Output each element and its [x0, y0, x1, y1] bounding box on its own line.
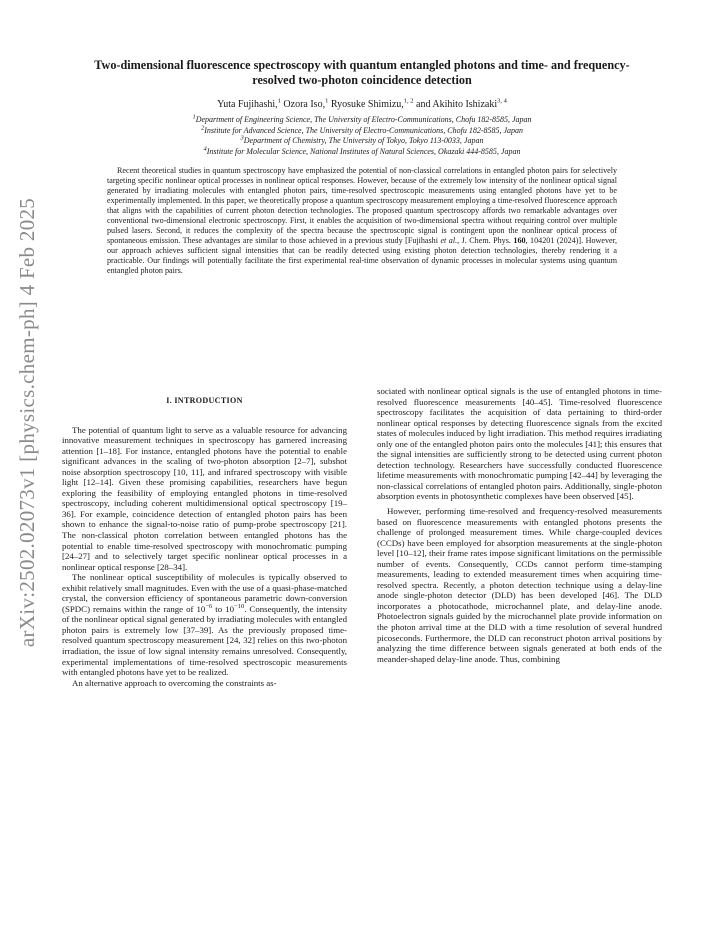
- affiliation-line: [62, 115, 662, 126]
- affiliation-number: 3: [240, 134, 244, 142]
- paragraph: An alternative approach to overcoming the constraints as-: [72, 677, 277, 688]
- author-affiliation-mark: 1: [325, 97, 329, 105]
- body-columns: [62, 386, 662, 688]
- affiliation-line: [62, 123, 662, 137]
- affiliation-number: 1: [192, 113, 196, 121]
- affiliation-list: [62, 115, 662, 157]
- author-list: [62, 98, 662, 111]
- section-heading-introduction: I. INTRODUCTION: [166, 396, 243, 405]
- author-affiliation-mark: 1, 2: [403, 97, 414, 105]
- right-column: [377, 386, 662, 688]
- affiliation-text: Institute for Advanced Science, The University of Electro-Communications, Chofu 182-8585, Japan: [204, 125, 524, 135]
- author-name: Yuta Fujihashi,: [217, 99, 278, 110]
- author-affiliation-mark: 1: [277, 97, 281, 105]
- affiliation-line: [62, 144, 662, 158]
- affiliation-number: 2: [200, 123, 205, 131]
- author-name: Ozora Iso,: [283, 99, 326, 110]
- author-affiliation-mark: 3, 4: [497, 97, 507, 105]
- author-name: Ryosuke Shimizu,: [330, 99, 404, 110]
- affiliation-line: [62, 136, 662, 147]
- arxiv-identifier-stamp: [10, 186, 46, 658]
- paragraph-continued: sociated with nonlinear optical signals is the use of entangled photons in time-resolved fluorescence measurements [40–45]. Time-resolved fluorescence spectroscopy facilitates the acquisition of data pertaining to third-order nonlinear optical responses by detecting fluorescence signals from the excited states of molecules induced by light irradiation. This method requires irradiating only one of the entangled photon pairs onto the molecules [41]; this ensures that the signal intensities are sufficiently strong to be detected using current photon detection technology. Researchers have successfully conducted fluorescence lifetime measurements with monochromatic pumping [42–44] by leveraging the non-classical correlations of entangled photon pairs. Additionally, single-photon absorption events in photosynthetic complexes have been observed [45].: [377, 386, 662, 502]
- abstract-volume: 160: [513, 236, 526, 246]
- paragraph-text: The nonlinear optical susceptibility of molecules is typically observed to exhibit relatively small magnitudes. Even with the use of a quasi-phase-matched crystal, the conversion efficiency of spontaneous parametric down-conversion (SPDC) remains within the range of 10: [62, 572, 347, 614]
- affiliation-text: Department of Chemistry, The University of Tokyo, Tokyo 113-0033, Japan: [243, 136, 484, 145]
- affiliation-text: Institute for Molecular Science, National Institutes of Natural Sciences, Okazaki 444-8585, Japan: [206, 146, 521, 156]
- exponent: −10: [234, 602, 245, 610]
- author-name: and Akihito Ishizaki: [416, 99, 498, 110]
- paragraph: However, performing time-resolved and frequency-resolved measurements based on fluorescence measurements with entangled photons presents the challenge of prolonged measurement times. While charge-coupled devices (CCDs) have been employed for absorption measurements at the single-photon level [10–12], their frame rates impose significant limitations on the permissible number of events. Consequently, CCDs cannot perform time-stamping measurements, leading to extended measurement times when acquiring time-resolved spectra. Recently, a photon detection technique using a delay-line anode single-photon detector (DLD) has been developed [46]. The DLD incorporates a photocathode, microchannel plate, and delay-line anode. Photoelectron signals guided by the microchannel plate provide information on the photon arrival time at the DLD with a time resolution of several hundred picoseconds. Furthermore, the DLD can reconstruct photon arrival positions by analyzing the time difference between signals generated at both ends of the meander-shaped delay-line anode. Thus, combining: [377, 506, 662, 664]
- affiliation-text: Department of Engineering Science, The University of Electro-Communications, Chofu 182-8585, Japan: [195, 115, 532, 124]
- paragraph: [62, 572, 347, 677]
- paragraph-text: to 10: [212, 603, 235, 614]
- affiliation-number: 4: [203, 144, 207, 152]
- abstract-text-end: , 104201 (2024)]. However, our approach achieves sufficient signal intensities that can be readily detected using existing photon detection technologies, thereby rendering it a practicable. Our findings will potentially facilitate the first experimental real-time observation of dynamic processes in molecular systems using quantum entangled photon pairs.: [107, 236, 617, 276]
- arxiv-identifier-text: arXiv:2502.02073v1 [physics.chem-ph] 4 Feb 2025: [15, 197, 40, 647]
- paper-title: Two-dimensional fluorescence spectroscopy with quantum entangled photons and time- and frequency-resolved two-photon coincidence detection: [94, 58, 630, 87]
- abstract-text: Recent theoretical studies in quantum spectroscopy have emphasized the potential of non-classical correlations in entangled photon pairs for selectively targeting specific nonlinear optical processes in nonlinear optical responses. However, because of the extremely low intensity of the nonlinear optical signal generated by irradiating molecules with entangled photon pairs, time-resolved spectroscopic measurements using entangled photons have yet to be experimentally implemented. In this paper, we theoretically propose a quantum spectroscopy measurement employing a time-resolved fluorescence approach that aligns with the capabilities of current photon detection technologies. The proposed quantum spectroscopy affords two remarkable advantages over conventional two-dimensional electronic spectroscopy. First, it enables the acquisition of two-dimensional spectra without requiring control over multiple pulsed lasers. Second, it reduces the complexity of the spectra because the spectroscopic signal is contingent upon the nonlinear optical process of spontaneous emission. These advantages are similar to those achieved in a previous study [Fujihashi: [107, 166, 617, 246]
- abstract: [107, 166, 617, 277]
- left-column: [62, 386, 347, 688]
- paragraph: The potential of quantum light to serve as a valuable resource for advancing innovative measurement techniques in spectroscopy has garnered increasing attention [1–18]. For instance, entangled photons have the potential to enable significant advances in the scaling of two-photon absorption [2–7], subshot noise absorption spectroscopy [10, 11], and infrared spectroscopy with visible light [12–14]. Given these promising capabilities, researchers have begun exploring the feasibility of employing entangled photons in time-resolved spectroscopy, including coherent multidimensional optical spectroscopy [19–36]. For example, coincidence detection of entangled photon pairs has been shown to enhance the signal-to-noise ratio of pump-probe spectroscopy [21]. The non-classical photon correlation between entangled photons has the potential to enable time-resolved spectroscopy with monochromatic pumping [24–27] and to selectively target specific nonlinear optical processes in a nonlinear optical response [28–34].: [62, 424, 347, 572]
- paper-page: [62, 58, 662, 688]
- abstract-citation: , J. Chem. Phys.: [457, 236, 511, 246]
- abstract-et-al: et al.: [440, 236, 458, 246]
- exponent: −6: [205, 602, 213, 610]
- paragraph-text: . Consequently, the intensity of the nonlinear optical signal generated by irradiating molecules with entangled photon pairs is extremely low [37–39]. As the previously proposed time-resolved quantum spectroscopy measurement [24, 32] relies on this two-photon irradiation, the issue of low signal intensity remains unresolved. Consequently, experimental implementations of time-resolved spectroscopic measurements with entangled photons have yet to be realized.: [62, 603, 347, 678]
